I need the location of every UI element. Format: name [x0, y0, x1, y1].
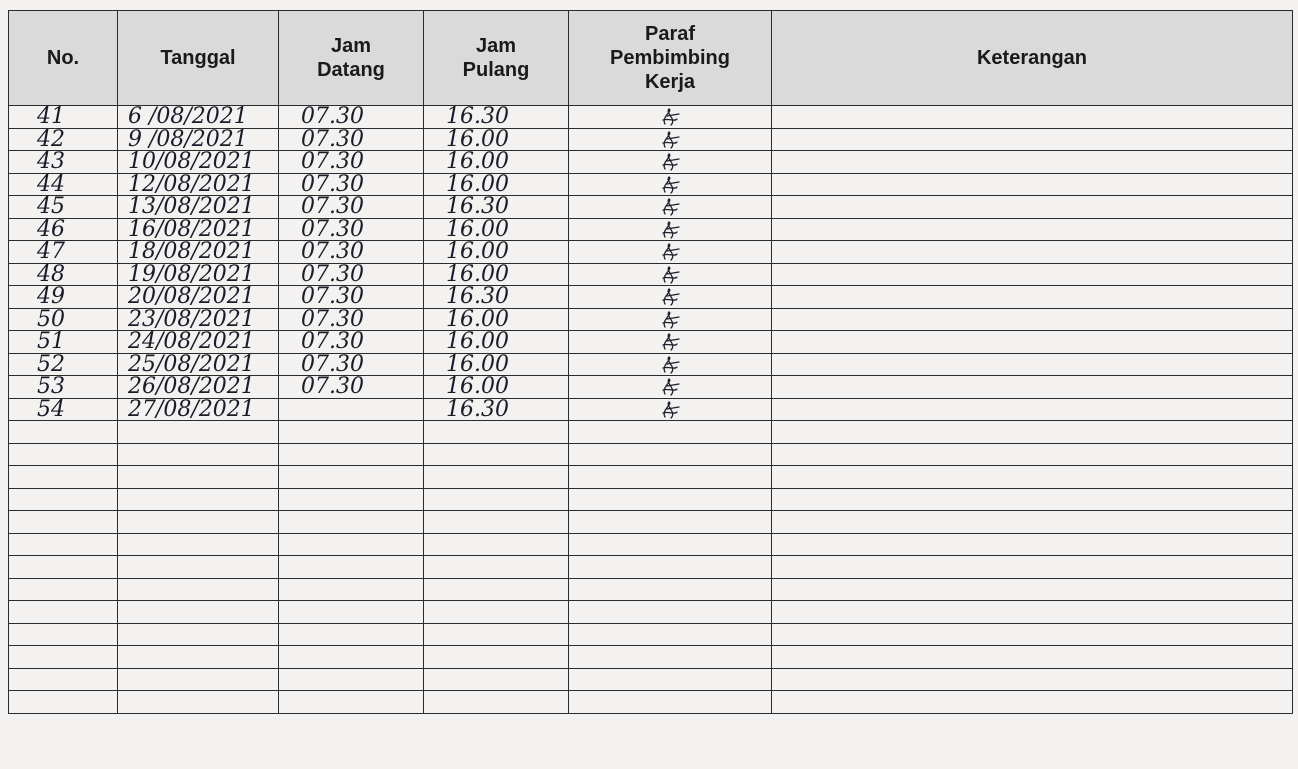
row-jam-datang: 07.30 — [279, 218, 424, 241]
row-keterangan — [772, 263, 1293, 286]
table-body — [9, 106, 1293, 714]
row-tanggal — [118, 466, 279, 489]
row-tanggal: 25/08/2021 — [118, 353, 279, 376]
row-no: 51 — [9, 331, 118, 354]
row-jam-pulang — [424, 488, 569, 511]
row-tanggal: 13/08/2021 — [118, 196, 279, 219]
row-jam-pulang: 16.00 — [424, 241, 569, 264]
row-keterangan — [772, 151, 1293, 174]
row-paraf — [569, 286, 772, 309]
row-jam-datang — [279, 578, 424, 601]
row-jam-pulang: 16.00 — [424, 151, 569, 174]
table-row — [9, 623, 1293, 646]
row-jam-datang: 07.30 — [279, 376, 424, 399]
row-no — [9, 601, 118, 624]
row-tanggal — [118, 556, 279, 579]
row-jam-pulang — [424, 533, 569, 556]
row-paraf — [569, 691, 772, 714]
table-row — [9, 196, 1293, 219]
table-row — [9, 218, 1293, 241]
table-row — [9, 331, 1293, 354]
row-jam-pulang: 16.30 — [424, 286, 569, 309]
header-keterangan: Keterangan — [772, 11, 1293, 106]
table-row — [9, 488, 1293, 511]
row-keterangan — [772, 218, 1293, 241]
row-jam-pulang: 16.30 — [424, 106, 569, 129]
table-row — [9, 106, 1293, 129]
row-no — [9, 556, 118, 579]
row-paraf — [569, 241, 772, 264]
header-jam-datang — [279, 11, 424, 106]
row-jam-datang — [279, 533, 424, 556]
row-jam-datang — [279, 646, 424, 669]
row-no — [9, 511, 118, 534]
row-no — [9, 488, 118, 511]
row-paraf — [569, 443, 772, 466]
row-keterangan — [772, 556, 1293, 579]
row-jam-datang: 07.30 — [279, 196, 424, 219]
table-row — [9, 241, 1293, 264]
row-jam-datang — [279, 466, 424, 489]
row-tanggal — [118, 646, 279, 669]
row-jam-pulang — [424, 466, 569, 489]
signature-icon — [657, 218, 683, 241]
table-row — [9, 601, 1293, 624]
row-jam-pulang: 16.00 — [424, 331, 569, 354]
table-row — [9, 173, 1293, 196]
row-paraf — [569, 646, 772, 669]
table-row — [9, 466, 1293, 489]
signature-icon — [657, 331, 683, 354]
row-keterangan — [772, 421, 1293, 444]
row-no — [9, 533, 118, 556]
row-tanggal — [118, 668, 279, 691]
row-jam-pulang: 16.00 — [424, 308, 569, 331]
row-jam-datang: 07.30 — [279, 331, 424, 354]
signature-icon — [657, 173, 683, 196]
row-no — [9, 466, 118, 489]
row-tanggal: 19/08/2021 — [118, 263, 279, 286]
row-keterangan — [772, 601, 1293, 624]
row-jam-pulang — [424, 578, 569, 601]
row-jam-datang — [279, 511, 424, 534]
row-jam-pulang — [424, 511, 569, 534]
row-jam-pulang: 16.00 — [424, 218, 569, 241]
row-keterangan — [772, 376, 1293, 399]
row-paraf — [569, 601, 772, 624]
header-paraf-line3: Kerja — [644, 71, 696, 93]
row-jam-pulang — [424, 668, 569, 691]
row-jam-pulang: 16.00 — [424, 353, 569, 376]
signature-icon — [657, 398, 683, 421]
row-keterangan — [772, 623, 1293, 646]
row-tanggal: 27/08/2021 — [118, 398, 279, 421]
row-jam-datang: 07.30 — [279, 106, 424, 129]
row-keterangan — [772, 691, 1293, 714]
header-jam-pulang — [424, 11, 569, 106]
row-jam-pulang: 16.30 — [424, 398, 569, 421]
row-paraf — [569, 376, 772, 399]
row-tanggal — [118, 623, 279, 646]
row-tanggal: 18/08/2021 — [118, 241, 279, 264]
row-no: 41 — [9, 106, 118, 129]
row-keterangan — [772, 668, 1293, 691]
header-jam-datang-line1: Jam — [330, 35, 372, 57]
row-jam-pulang — [424, 646, 569, 669]
row-keterangan — [772, 241, 1293, 264]
row-tanggal — [118, 691, 279, 714]
row-paraf — [569, 263, 772, 286]
table-row — [9, 398, 1293, 421]
row-keterangan — [772, 106, 1293, 129]
signature-icon — [657, 151, 683, 174]
table-row — [9, 263, 1293, 286]
row-keterangan — [772, 488, 1293, 511]
row-jam-pulang: 16.00 — [424, 376, 569, 399]
table-row — [9, 128, 1293, 151]
row-jam-pulang: 16.00 — [424, 173, 569, 196]
table-row — [9, 353, 1293, 376]
row-tanggal — [118, 578, 279, 601]
header-jam-pulang-line2: Pulang — [462, 59, 530, 81]
row-jam-datang — [279, 488, 424, 511]
header-jam-pulang-line1: Jam — [475, 35, 517, 57]
row-paraf — [569, 556, 772, 579]
row-no: 50 — [9, 308, 118, 331]
table-row — [9, 691, 1293, 714]
row-jam-pulang: 16.00 — [424, 263, 569, 286]
row-jam-pulang — [424, 443, 569, 466]
table-row — [9, 578, 1293, 601]
signature-icon — [657, 263, 683, 286]
table-row — [9, 151, 1293, 174]
row-keterangan — [772, 331, 1293, 354]
table-row — [9, 421, 1293, 444]
row-jam-datang: 07.30 — [279, 308, 424, 331]
row-tanggal — [118, 601, 279, 624]
row-jam-datang: 07.30 — [279, 353, 424, 376]
row-jam-datang: 07.30 — [279, 241, 424, 264]
row-jam-pulang — [424, 601, 569, 624]
table-header-row — [9, 11, 1293, 106]
row-paraf — [569, 466, 772, 489]
row-keterangan — [772, 173, 1293, 196]
signature-icon — [657, 128, 683, 151]
row-jam-datang — [279, 668, 424, 691]
header-paraf-line2: Pembimbing — [609, 47, 730, 69]
row-jam-datang: 07.30 — [279, 286, 424, 309]
row-no — [9, 578, 118, 601]
row-jam-datang: 07.30 — [279, 263, 424, 286]
signature-icon — [657, 241, 683, 264]
row-jam-datang — [279, 691, 424, 714]
header-jam-datang-line2: Datang — [317, 59, 385, 81]
row-no — [9, 443, 118, 466]
row-paraf — [569, 353, 772, 376]
row-jam-pulang — [424, 556, 569, 579]
row-keterangan — [772, 443, 1293, 466]
row-paraf — [569, 398, 772, 421]
signature-icon — [657, 106, 683, 129]
table-row — [9, 533, 1293, 556]
row-tanggal — [118, 443, 279, 466]
row-keterangan — [772, 578, 1293, 601]
row-paraf — [569, 173, 772, 196]
row-paraf — [569, 488, 772, 511]
table-row — [9, 646, 1293, 669]
row-tanggal — [118, 533, 279, 556]
header-no: No. — [9, 11, 118, 106]
header-paraf-line1: Paraf — [644, 23, 696, 45]
row-no — [9, 623, 118, 646]
table-row — [9, 511, 1293, 534]
row-keterangan — [772, 286, 1293, 309]
row-no: 44 — [9, 173, 118, 196]
row-no: 43 — [9, 151, 118, 174]
row-keterangan — [772, 398, 1293, 421]
row-tanggal: 23/08/2021 — [118, 308, 279, 331]
row-paraf — [569, 511, 772, 534]
row-tanggal: 10/08/2021 — [118, 151, 279, 174]
row-keterangan — [772, 308, 1293, 331]
row-tanggal: 20/08/2021 — [118, 286, 279, 309]
row-jam-datang — [279, 556, 424, 579]
table-row — [9, 556, 1293, 579]
row-paraf — [569, 196, 772, 219]
row-no: 54 — [9, 398, 118, 421]
attendance-table — [8, 10, 1293, 714]
row-no: 52 — [9, 353, 118, 376]
row-paraf — [569, 533, 772, 556]
signature-icon — [657, 308, 683, 331]
row-paraf — [569, 218, 772, 241]
row-keterangan — [772, 646, 1293, 669]
row-paraf — [569, 668, 772, 691]
row-keterangan — [772, 353, 1293, 376]
row-jam-datang — [279, 421, 424, 444]
row-tanggal: 6 /08/2021 — [118, 106, 279, 129]
row-jam-datang: 07.30 — [279, 151, 424, 174]
row-no: 49 — [9, 286, 118, 309]
row-no: 42 — [9, 128, 118, 151]
row-keterangan — [772, 511, 1293, 534]
table-row — [9, 668, 1293, 691]
row-jam-datang — [279, 601, 424, 624]
signature-icon — [657, 286, 683, 309]
row-tanggal — [118, 488, 279, 511]
row-tanggal: 26/08/2021 — [118, 376, 279, 399]
table-row — [9, 376, 1293, 399]
row-jam-pulang — [424, 623, 569, 646]
row-paraf — [569, 421, 772, 444]
row-keterangan — [772, 128, 1293, 151]
row-keterangan — [772, 466, 1293, 489]
header-tanggal: Tanggal — [118, 11, 279, 106]
signature-icon — [657, 376, 683, 399]
row-no — [9, 691, 118, 714]
row-tanggal: 16/08/2021 — [118, 218, 279, 241]
row-jam-datang — [279, 398, 424, 421]
row-jam-datang: 07.30 — [279, 173, 424, 196]
row-tanggal — [118, 511, 279, 534]
row-no — [9, 668, 118, 691]
table-row — [9, 286, 1293, 309]
table-row — [9, 308, 1293, 331]
row-jam-datang: 07.30 — [279, 128, 424, 151]
row-no: 53 — [9, 376, 118, 399]
row-paraf — [569, 106, 772, 129]
row-tanggal: 9 /08/2021 — [118, 128, 279, 151]
row-jam-pulang — [424, 691, 569, 714]
row-no: 48 — [9, 263, 118, 286]
row-keterangan — [772, 196, 1293, 219]
row-no: 46 — [9, 218, 118, 241]
row-jam-pulang: 16.00 — [424, 128, 569, 151]
signature-icon — [657, 196, 683, 219]
row-jam-datang — [279, 623, 424, 646]
row-paraf — [569, 623, 772, 646]
row-jam-pulang — [424, 421, 569, 444]
row-tanggal — [118, 421, 279, 444]
row-paraf — [569, 331, 772, 354]
row-no: 45 — [9, 196, 118, 219]
row-no — [9, 421, 118, 444]
row-tanggal: 24/08/2021 — [118, 331, 279, 354]
table-row — [9, 443, 1293, 466]
row-keterangan — [772, 533, 1293, 556]
row-tanggal: 12/08/2021 — [118, 173, 279, 196]
row-paraf — [569, 578, 772, 601]
row-paraf — [569, 151, 772, 174]
row-jam-pulang: 16.30 — [424, 196, 569, 219]
signature-icon — [657, 353, 683, 376]
row-no: 47 — [9, 241, 118, 264]
header-paraf — [569, 11, 772, 106]
row-paraf — [569, 128, 772, 151]
row-no — [9, 646, 118, 669]
row-jam-datang — [279, 443, 424, 466]
row-paraf — [569, 308, 772, 331]
